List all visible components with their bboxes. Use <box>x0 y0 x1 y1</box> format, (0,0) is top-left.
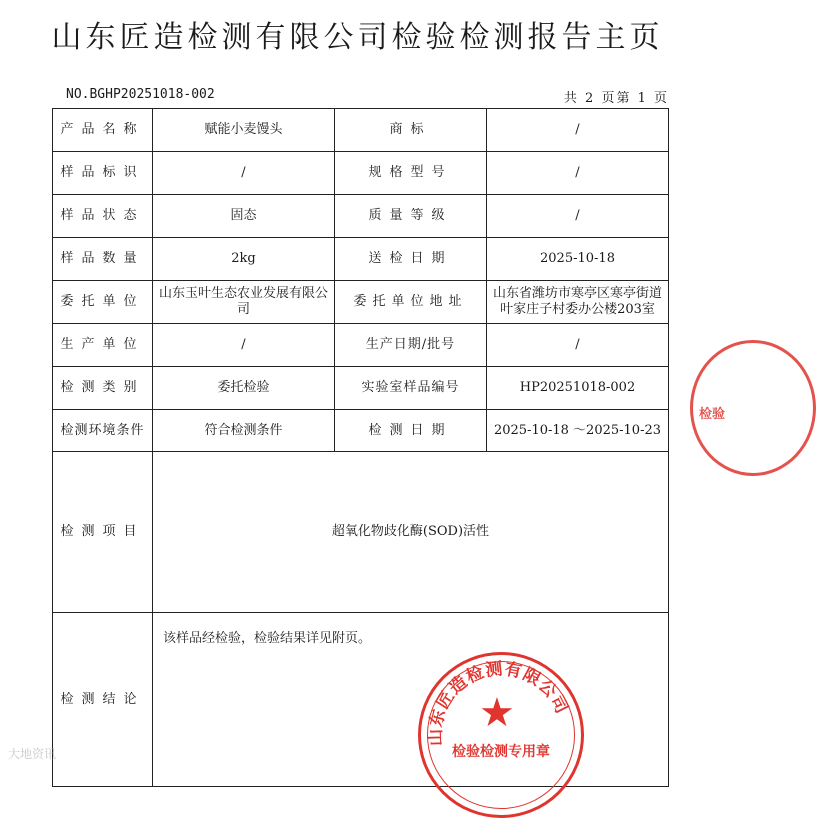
table-row <box>53 195 669 238</box>
producer-label: 生产单位 <box>53 324 153 367</box>
environment-label: 检测环境条件 <box>53 410 153 452</box>
sample-state-label: 样品状态 <box>53 195 153 238</box>
client-address-label: 委托单位地址 <box>335 281 487 324</box>
spec-value: / <box>487 152 669 195</box>
watermark: 大地资讯 <box>8 747 57 761</box>
production-date-value: / <box>487 324 669 367</box>
seal-sub-text: 检验检测专用章 <box>452 744 550 760</box>
test-type-value: 委托检验 <box>153 367 335 410</box>
table-row <box>53 367 669 410</box>
table-row <box>53 152 669 195</box>
conclusion-value: 该样品经检验，检验结果详见附页。 <box>153 613 669 787</box>
submit-date-label: 送检日期 <box>335 238 487 281</box>
production-date-label: 生产日期/批号 <box>335 324 487 367</box>
official-seal <box>418 652 584 818</box>
table-row <box>53 324 669 367</box>
quality-grade-value: / <box>487 195 669 238</box>
producer-value: / <box>153 324 335 367</box>
spec-label: 规格型号 <box>335 152 487 195</box>
page-info: 共 2 页第 1 页 <box>563 91 669 106</box>
side-seal-text: 检验 <box>699 407 726 422</box>
sample-state-value: 固态 <box>153 195 335 238</box>
table-row <box>53 238 669 281</box>
sample-id-label: 样品标识 <box>53 152 153 195</box>
lab-sample-number-value: HP20251018-002 <box>487 367 669 410</box>
table-row <box>53 452 669 613</box>
table-row <box>53 410 669 452</box>
table-row <box>53 281 669 324</box>
test-type-label: 检测类别 <box>53 367 153 410</box>
client-value: 山东玉叶生态农业发展有限公司 <box>153 281 335 324</box>
client-label: 委托单位 <box>53 281 153 324</box>
side-seal <box>690 340 816 476</box>
test-date-value: 2025-10-18 ～2025-10-23 <box>487 410 669 452</box>
sample-qty-label: 样品数量 <box>53 238 153 281</box>
product-name-label: 产品名称 <box>53 109 153 152</box>
conclusion-label: 检测结论 <box>53 613 153 787</box>
seal-company-name: 山东匠造检测有限公司 <box>425 659 572 747</box>
trademark-value: / <box>487 109 669 152</box>
quality-grade-label: 质量等级 <box>335 195 487 238</box>
report-number: NO.BGHP20251018-002 <box>66 87 215 102</box>
trademark-label: 商标 <box>335 109 487 152</box>
test-item-label: 检测项目 <box>53 452 153 613</box>
client-address-value: 山东省潍坊市寒亭区寒亭街道叶家庄子村委办公楼203室 <box>487 281 669 324</box>
environment-value: 符合检测条件 <box>153 410 335 452</box>
product-name-value: 赋能小麦馒头 <box>153 109 335 152</box>
report-title: 山东匠造检测有限公司检验检测报告主页 <box>51 20 664 55</box>
test-item-value: 超氧化物歧化酶(SOD)活性 <box>153 452 669 613</box>
lab-sample-number-label: 实验室样品编号 <box>335 367 487 410</box>
seal-star-icon: ★ <box>479 690 515 736</box>
submit-date-value: 2025-10-18 <box>487 238 669 281</box>
table-row <box>53 109 669 152</box>
sample-qty-value: 2kg <box>153 238 335 281</box>
sample-id-value: / <box>153 152 335 195</box>
test-date-label: 检测日期 <box>335 410 487 452</box>
